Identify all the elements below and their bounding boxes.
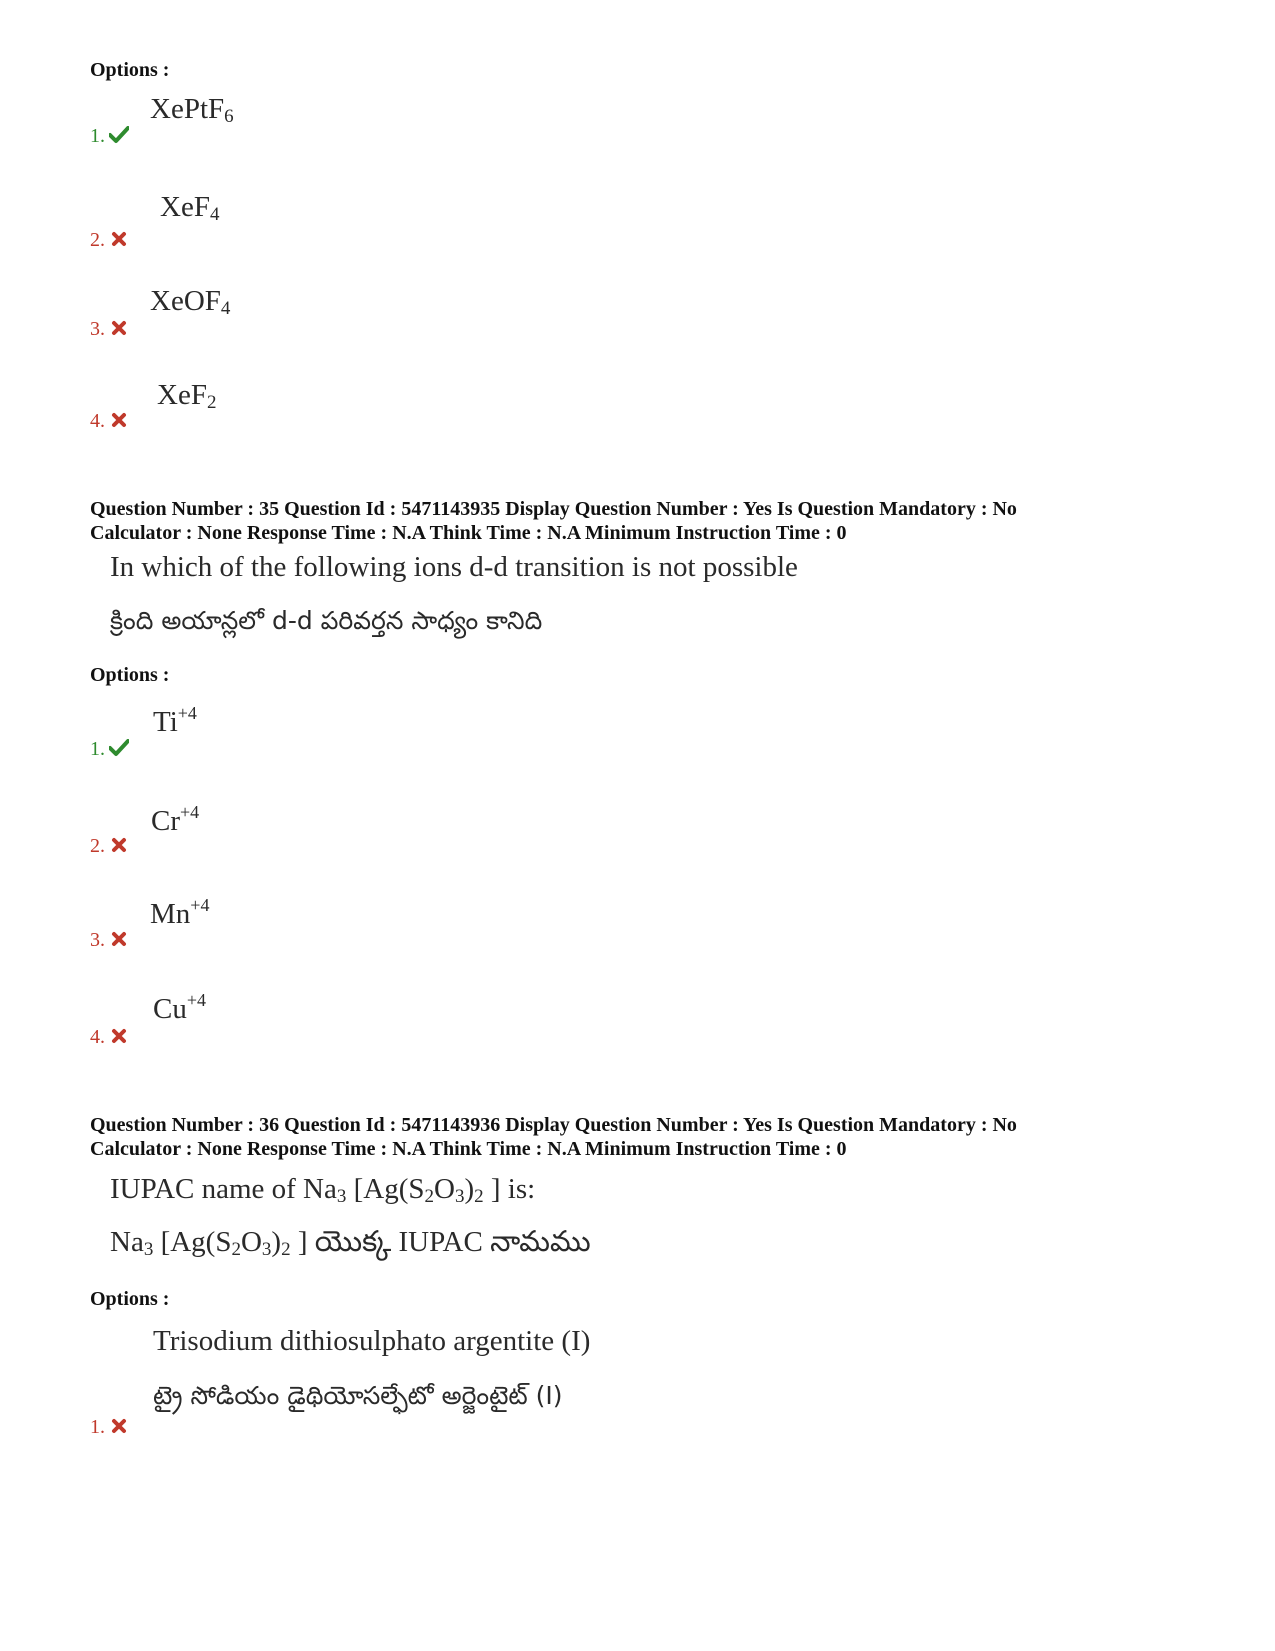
- formula-superscript: +4: [177, 703, 197, 723]
- formula-subscript: 3: [454, 1186, 465, 1207]
- option-text-telugu: ట్రై సోడియం డైథియోసల్ఫేటో అర్జెంటైట్ (I): [153, 1381, 563, 1410]
- formula-text: XePtF: [150, 93, 225, 125]
- cross-icon: [109, 836, 129, 860]
- cross-icon: [109, 319, 129, 343]
- option-number: [90, 738, 129, 763]
- formula-text: XeF: [157, 379, 207, 411]
- option-number: [90, 229, 129, 254]
- formula-text: ): [464, 1173, 475, 1205]
- formula-subscript: 3: [143, 1239, 154, 1260]
- question-meta-line-1: Question Number : 36 Question Id : 5471143936 Display Question Number : Yes Is Question Mandatory : No: [90, 1114, 1017, 1136]
- formula-subscript: 6: [224, 106, 234, 127]
- option-number-label: 1.: [90, 125, 105, 147]
- option-formula: [153, 990, 206, 1026]
- check-icon: [109, 739, 129, 763]
- formula-text: Cu: [153, 993, 187, 1025]
- formula-subscript: 2: [474, 1186, 484, 1207]
- formula-text: Ti: [153, 706, 178, 738]
- check-icon: [109, 126, 129, 150]
- formula-superscript: +4: [180, 802, 200, 822]
- formula-text: ] is:: [483, 1173, 536, 1205]
- option-formula: [150, 895, 209, 931]
- question-meta-line-2: Calculator : None Response Time : N.A Think Time : N.A Minimum Instruction Time : 0: [90, 522, 847, 544]
- formula-superscript: +4: [186, 990, 206, 1010]
- option-number-label: 1.: [90, 738, 105, 760]
- option-formula: [150, 93, 234, 128]
- formula-text: Mn: [150, 898, 191, 930]
- option-number-label: 4.: [90, 410, 105, 432]
- options-heading: Options :: [90, 664, 170, 686]
- option-number: [90, 318, 129, 343]
- cross-icon: [109, 230, 129, 254]
- option-formula: [151, 802, 199, 838]
- cross-icon: [109, 930, 129, 954]
- formula-text: XeOF: [150, 285, 221, 317]
- formula-text: [Ag(S: [346, 1173, 425, 1205]
- formula-text: O: [240, 1226, 262, 1258]
- formula-subscript: 2: [281, 1239, 291, 1260]
- option-number: [90, 1026, 129, 1051]
- formula-text: [Ag(S: [153, 1226, 232, 1258]
- cross-icon: [109, 1417, 129, 1441]
- formula-text: XeF: [160, 191, 210, 223]
- option-formula: [157, 379, 216, 414]
- formula-text: Cr: [151, 805, 180, 837]
- cross-icon: [109, 411, 129, 435]
- formula-text: O: [434, 1173, 455, 1205]
- question-text-telugu: [110, 1226, 591, 1266]
- question-text-english: In which of the following ions d-d transition is not possible: [110, 551, 798, 583]
- option-number: [90, 410, 129, 435]
- option-formula: [150, 285, 230, 320]
- formula-superscript: +4: [190, 895, 210, 915]
- options-heading: Options :: [90, 59, 170, 81]
- option-text-english: Trisodium dithiosulphato argentite (I): [153, 1325, 591, 1357]
- question-meta-line-1: Question Number : 35 Question Id : 5471143935 Display Question Number : Yes Is Question Mandatory : No: [90, 498, 1017, 520]
- formula-text: ] యొక్క IUPAC నామము: [290, 1226, 591, 1258]
- formula-subscript: 2: [231, 1239, 241, 1260]
- option-number: [90, 1416, 129, 1441]
- question-text-english: [110, 1173, 535, 1208]
- option-number-label: 2.: [90, 835, 105, 857]
- option-number: [90, 835, 129, 860]
- option-number: [90, 125, 129, 150]
- question-meta: [90, 1113, 1017, 1161]
- option-number-label: 1.: [90, 1416, 105, 1438]
- question-meta-line-2: Calculator : None Response Time : N.A Think Time : N.A Minimum Instruction Time : 0: [90, 1138, 847, 1160]
- option-number-label: 3.: [90, 929, 105, 951]
- option-number: [90, 929, 129, 954]
- option-number-label: 2.: [90, 229, 105, 251]
- question-text-telugu: క్రింది అయాన్లలో d-d పరివర్తన సాధ్యం కానిది: [110, 606, 543, 635]
- option-number-label: 4.: [90, 1026, 105, 1048]
- formula-subscript: 4: [220, 298, 231, 319]
- options-heading: Options :: [90, 1288, 170, 1310]
- formula-text: ): [271, 1226, 282, 1258]
- formula-subscript: 4: [209, 204, 220, 225]
- formula-subscript: 3: [336, 1186, 347, 1207]
- option-formula: [160, 191, 219, 226]
- option-number-label: 3.: [90, 318, 105, 340]
- formula-subscript: 2: [206, 392, 217, 413]
- cross-icon: [109, 1027, 129, 1051]
- question-meta: [90, 497, 1017, 545]
- formula-subscript: 2: [424, 1186, 435, 1207]
- formula-text: Na: [110, 1226, 144, 1258]
- formula-subscript: 3: [261, 1239, 272, 1260]
- formula-text: IUPAC name of Na: [110, 1173, 337, 1205]
- option-formula: [153, 703, 197, 739]
